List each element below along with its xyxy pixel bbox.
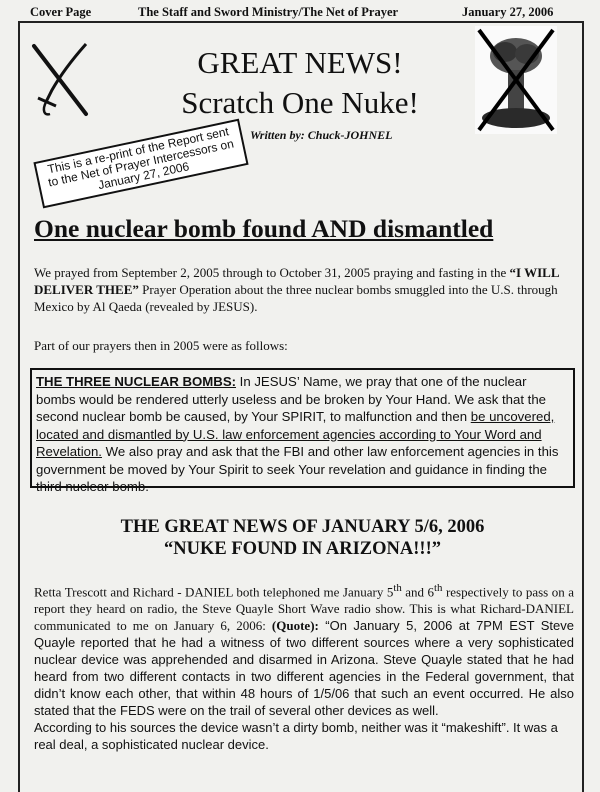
report-body: [34, 580, 574, 753]
great-news-heading: THE GREAT NEWS OF JANUARY 5/6, 2006: [120, 517, 485, 537]
reprint-note: This is a re-print of the Report sent to the Net of Prayer Intercessors on January 27, 2006: [33, 119, 248, 209]
header-ministry: The Staff and Sword Ministry/The Net of Prayer: [138, 5, 399, 19]
title-great-news: GREAT NEWS!: [197, 45, 403, 80]
intro-paragraph: We prayed from September 2, 2005 through to October 31, 2005 praying and fasting in the “I WILL DELIVER THEE” Prayer Operation about the three nuclear bombs smuggled into the U.S. through Mexico by Al Qaeda (revealed by JESUS).: [34, 265, 559, 314]
main-headline: One nuclear bomb found AND dismantled: [34, 214, 494, 243]
title-scratch-one-nuke: Scratch One Nuke!: [181, 85, 419, 120]
prayer-box: THE THREE NUCLEAR BOMBS: In JESUS’ Name, we pray that one of the nuclear bombs would be rendered utterly useless and be broken by Your Hand. We ask that the second nuclear bomb be caused, by Your SPIRIT, to malfunction and then be uncovered, located and dismantled by U.S. law enforcement agencies according to Your Word and Revelation. We also pray and ask that the FBI and other law enforcement agencies in this government be moved by Your Spirit to seek Your revelation and guidance in finding the third nuclear bomb.: [30, 368, 575, 488]
crossed-sword-staff-icon: [30, 40, 92, 120]
report-closing: According to his sources the device wasn’t a dirty bomb, neither was it “makeshift”. It was a real deal, a sophisticated nuclear device.: [34, 720, 558, 753]
header-section: Cover Page: [30, 5, 92, 19]
prayer-label: THE THREE NUCLEAR BOMBS:: [36, 374, 237, 389]
report-paragraph: Retta Trescott and Richard - DANIEL both telephoned me January 5th and 6th respectively to pass on a report they heard on radio, the Steve Quayle Short Wave radio show. This is what Richard-DANIEL communicated to me on January 6, 2006: (Quote): “On January 5, 2006 at 7PM EST Steve Quayle reported that he had a witness of two different sources where a very sophisticated nuclear device was apprehended and disarmed in Arizona. Steve Quayle stated that he had heard from two different contacts in two different agencies in the Federal government, that didn’t know each other, that within 48 hours of 1/5/06 that such an event occurred. He also stated that the FEDS were on the trail of several other devices as well.: [34, 582, 574, 719]
prayers-intro: Part of our prayers then in 2005 were as follows:: [34, 338, 288, 353]
header-date: January 27, 2006: [462, 5, 554, 19]
nuke-found-heading: “NUKE FOUND IN ARIZONA!!!”: [164, 539, 441, 559]
crossed-out-mushroom-cloud-icon: [475, 26, 557, 134]
byline: Written by: Chuck-JOHNEL: [250, 128, 393, 142]
